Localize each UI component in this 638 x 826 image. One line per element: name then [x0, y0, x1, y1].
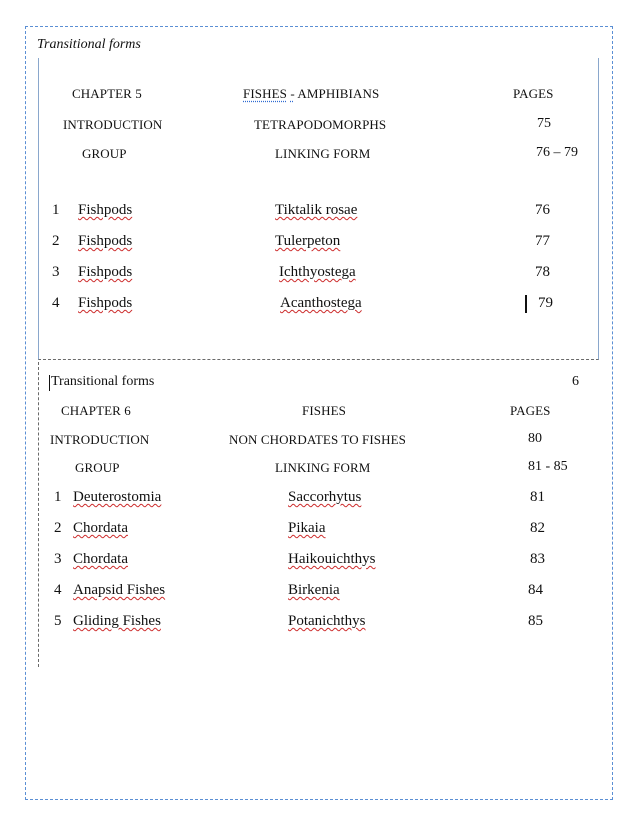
section1-title: [243, 86, 379, 102]
section1-row-group: Fishpods: [78, 264, 133, 280]
section2-row-num: 5: [54, 613, 62, 629]
section2-row-num: 2: [54, 520, 62, 536]
section2-row-group: Deuterostomia: [73, 489, 162, 505]
section2-row-page: 82: [530, 520, 545, 536]
section2-row-form: Potanichthys: [288, 613, 366, 629]
section2-row-group: Chordata: [73, 551, 128, 567]
text-cursor: [525, 295, 527, 313]
section2-intro-label: INTRODUCTION: [50, 432, 150, 447]
section1-row-num: 4: [52, 295, 60, 311]
section1-row-num: 1: [52, 202, 60, 218]
section2-row-num: 4: [54, 582, 62, 598]
section2-intro-topic: NON CHORDATES TO FISHES: [229, 432, 406, 447]
section2-running-header: Transitional forms: [51, 374, 155, 389]
section2-chapter-label: CHAPTER 6: [61, 403, 131, 418]
section2-row-group: Chordata: [73, 520, 128, 536]
section1-intro-topic: TETRAPODOMORPHS: [254, 117, 387, 132]
section1-group-pages: 76 – 79: [536, 145, 578, 160]
section2-row-page: 83: [530, 551, 545, 567]
section2-row-form: Birkenia: [288, 582, 340, 598]
section1-row-group: Fishpods: [78, 202, 133, 218]
section1-title-part1: FISHES: [243, 86, 287, 101]
section1-group-label: GROUP: [82, 146, 127, 161]
section2-row-group: Gliding Fishes: [73, 613, 161, 629]
section1-row-form: Acanthostega: [280, 295, 362, 311]
section2-intro-page: 80: [528, 431, 542, 446]
section2-row-form: Haikouichthys: [288, 551, 376, 567]
section2-group-pages: 81 - 85: [528, 459, 568, 474]
section1-row-form: Tiktalik rosae: [275, 202, 358, 218]
section1-row-page: 79: [538, 295, 553, 311]
section2-group-label: GROUP: [75, 460, 120, 475]
section2-row-group: Anapsid Fishes: [73, 582, 166, 598]
section2-title: FISHES: [302, 403, 346, 418]
text-cursor: [49, 375, 50, 391]
section1-linking-label: LINKING FORM: [275, 146, 371, 161]
section2-row-num: 3: [54, 551, 62, 567]
section1-row-page: 78: [535, 264, 550, 280]
section2-linking-label: LINKING FORM: [275, 460, 371, 475]
section1-row-page: 76: [535, 202, 550, 218]
section2-row-form: Saccorhytus: [288, 489, 362, 505]
section1-intro-label: INTRODUCTION: [63, 117, 163, 132]
section1-chapter-label: CHAPTER 5: [72, 86, 142, 101]
section2-left-border: [38, 362, 39, 667]
section1-row-group: Fishpods: [78, 295, 133, 311]
section1-pages-label: PAGES: [513, 86, 554, 101]
section2-row-form: Pikaia: [288, 520, 326, 536]
section2-row-page: 84: [528, 582, 543, 598]
section2-row-num: 1: [54, 489, 62, 505]
section1-title-part2: AMPHIBIANS: [297, 86, 380, 101]
section2-row-page: 81: [530, 489, 545, 505]
section1-row-page: 77: [535, 233, 550, 249]
section1-row-num: 2: [52, 233, 60, 249]
section1-row-form: Tulerpeton: [275, 233, 341, 249]
section1-row-form: Ichthyostega: [279, 264, 356, 280]
section2-row-page: 85: [528, 613, 543, 629]
section2-pages-label: PAGES: [510, 403, 551, 418]
section1-row-group: Fishpods: [78, 233, 133, 249]
running-header: Transitional forms: [37, 37, 141, 52]
page-number: 6: [572, 374, 579, 389]
section1-row-num: 3: [52, 264, 60, 280]
section1-intro-page: 75: [537, 116, 551, 131]
section1-title-sep: -: [290, 86, 295, 101]
